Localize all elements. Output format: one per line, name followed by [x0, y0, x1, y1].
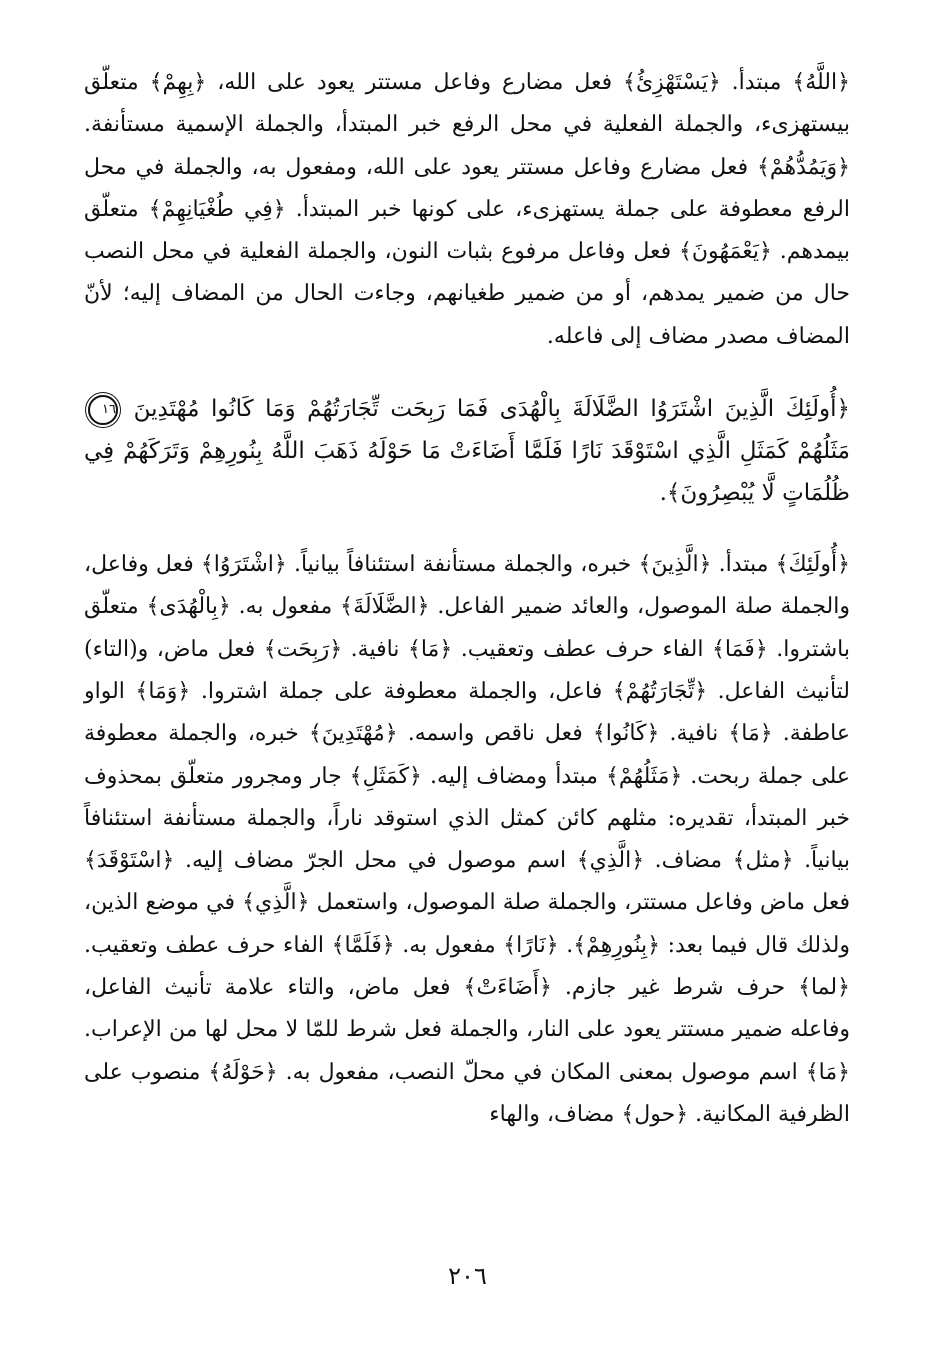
quran-verse-block: [84, 388, 850, 514]
page-number: ٢٠٦: [448, 1262, 487, 1290]
commentary-paragraph-2: ﴿أُولَئِكَ﴾ مبتدأ. ﴿الَّذِينَ﴾ خبره، والجملة مستأنفة استئنافاً بيانياً. ﴿اشْتَرَوُا﴾ فعل وفاعل، والجملة صلة الموصول، والعائد ضمير الفاعل. ﴿الضَّلَالَةَ﴾ مفعول به. ﴿بِالْهُدَى﴾ متعلّق باشتروا. ﴿فَمَا﴾ الفاء حرف عطف وتعقيب. ﴿مَا﴾ نافية. ﴿رَبِحَت﴾ فعل ماض، و(التاء) لتأنيث الفاعل. ﴿تِّجَارَتُهُمْ﴾ فاعل، والجملة معطوفة على جملة اشتروا. ﴿وَمَا﴾ الواو عاطفة. ﴿مَا﴾ نافية. ﴿كَانُوا﴾ فعل ناقص واسمه. ﴿مُهْتَدِينَ﴾ خبره، والجملة معطوفة على جملة ربحت. ﴿مَثَلُهُمْ﴾ مبتدأ ومضاف إليه. ﴿كَمَثَلِ﴾ جار ومجرور متعلّق بمحذوف خبر المبتدأ، تقديره: مثلهم كائن كمثل الذي استوقد ناراً، والجملة مستأنفة استئنافاً بيانياً. ﴿مثل﴾ مضاف. ﴿الَّذِي﴾ اسم موصول في محل الجرّ مضاف إليه. ﴿اسْتَوْقَدَ﴾ فعل ماض وفاعل مستتر، والجملة صلة الموصول، واستعمل ﴿الَّذِي﴾ في موضع الذين، ولذلك قال فيما بعد: ﴿بِنُورِهِمْ﴾. ﴿نَارًا﴾ مفعول به. ﴿فَلَمَّا﴾ الفاء حرف عطف وتعقيب. ﴿لما﴾ حرف شرط غير جازم. ﴿أَضَاءَتْ﴾ فعل ماض، والتاء علامة تأنيث الفاعل، وفاعله ضمير مستتر يعود على النار، والجملة فعل شرط للمّا لا محل لها من الإعراب. ﴿مَا﴾ اسم موصول بمعنى المكان في محلّ النصب، مفعول به. ﴿حَوْلَهُ﴾ منصوب على الظرفية المكانية. ﴿حول﴾ مضاف، والهاء: [84, 552, 850, 1127]
verse-text-16: ﴿أُولَئِكَ الَّذِينَ اشْتَرَوُا الضَّلَالَةَ بِالْهُدَى فَمَا رَبِحَت تِّجَارَتُهُمْ وَمَا كَانُوا مُهْتَدِينَ: [133, 396, 850, 423]
commentary-paragraph-1: ﴿اللَّهُ﴾ مبتدأ. ﴿يَسْتَهْزِئُ﴾ فعل مضارع وفاعل مستتر يعود على الله، ﴿بِهِمْ﴾ متعلّق بيستهزىء، والجملة الفعلية في محل الرفع خبر المبتدأ، والجملة الإسمية مستأنفة. ﴿وَيَمُدُّهُمْ﴾ فعل مضارع وفاعل مستتر يعود على الله، ومفعول به، والجملة في محل الرفع معطوفة على جملة يستهزىء، على كونها خبر المبتدأ. ﴿فِي طُغْيَانِهِمْ﴾ متعلّق بيمدهم. ﴿يَعْمَهُونَ﴾ فعل وفاعل مرفوع بثبات النون، والجملة الفعلية في محل النصب حال من ضمير يمدهم، أو من ضمير طغيانهم، وجاءت الحال من المضاف إليه؛ لأنّ المضاف مصدر مضاف إلى فاعله.: [84, 70, 850, 349]
verse-text-17: مَثَلُهُمْ كَمَثَلِ الَّذِي اسْتَوْقَدَ نَارًا فَلَمَّا أَضَاءَتْ مَا حَوْلَهُ ذَهَبَ اللَّهُ بِنُورِهِمْ وَتَرَكَهُمْ فِي ظُلُمَاتٍ لَّا يُبْصِرُونَ﴾.: [84, 438, 850, 507]
verse-number-marker: ١٦: [88, 395, 118, 425]
page-body: [84, 62, 850, 1302]
